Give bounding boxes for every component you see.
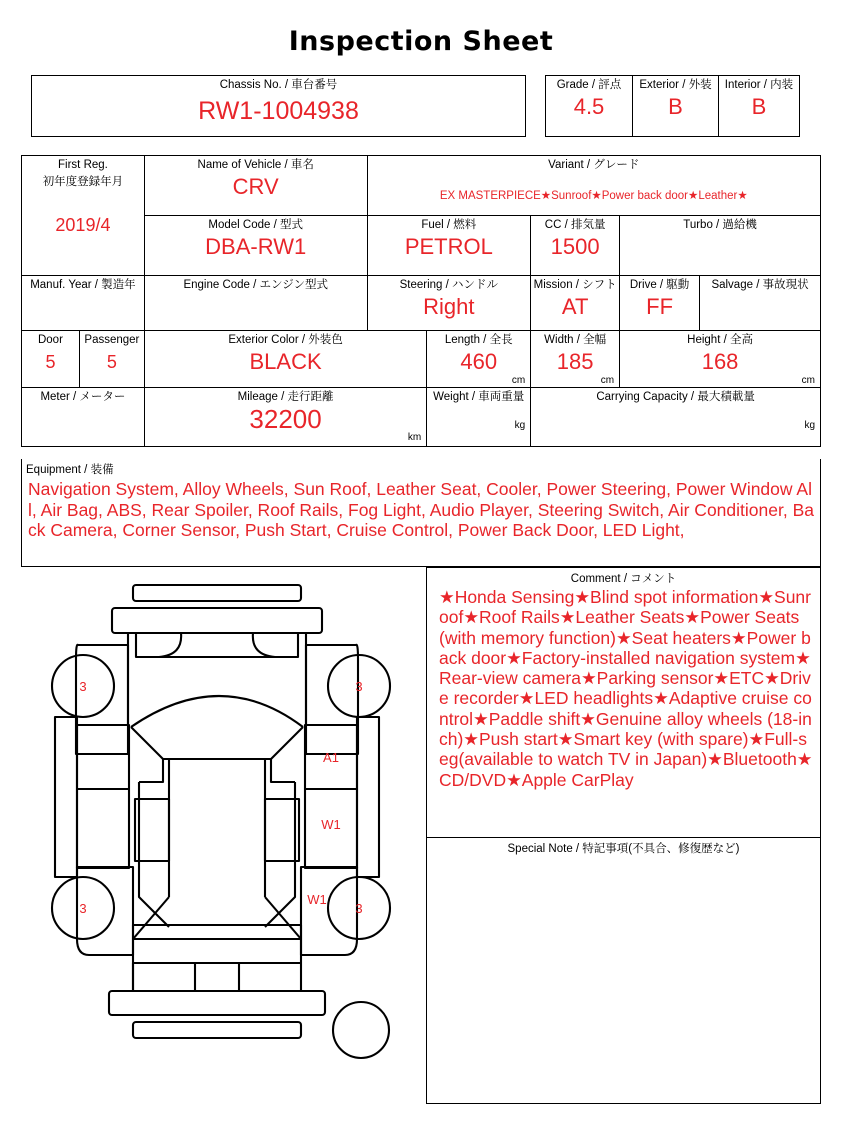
grade-cell [545,75,632,137]
diagram-mark-right-rear-quarter: W1 [307,892,327,907]
diagram-mark-front-left-wheel: 3 [79,679,87,694]
carrying-capacity-unit: kg [804,420,815,431]
comment-and-note-pane [426,567,821,1104]
chassis-number-value: RW1-1004938 [198,97,359,125]
height-value: 168 [701,349,739,374]
spec-row-body [22,331,821,388]
length-value: 460 [460,349,498,374]
car-outline-svg [21,567,426,1104]
variant-label: Variant / グレード [548,159,640,171]
drive-value: FF [646,294,674,319]
chassis-number-label: Chassis No. / 車台番号 [219,79,338,91]
engine-code-value [145,292,367,294]
special-note-section [426,838,821,1104]
model-code-cell [144,216,367,276]
first-reg-value: 2019/4 [55,215,111,235]
turbo-label: Turbo / 過給機 [683,219,757,231]
chassis-number-cell [31,75,526,137]
interior-grade-label: Interior / 内装 [724,79,794,91]
engine-code-cell [144,276,367,331]
steering-label: Steering / ハンドル [399,279,499,291]
first-reg-cell [22,156,145,276]
spec-row-mileage [22,388,821,447]
passenger-label: Passenger [84,334,140,346]
width-unit: cm [600,375,615,386]
length-label: Length / 全長 [444,334,513,346]
manuf-year-label: Manuf. Year / 製造年 [30,279,136,291]
first-reg-label-jp: 初年度登録年月 [42,176,124,188]
fuel-cell [367,216,531,276]
engine-code-label: Engine Code / エンジン型式 [183,279,328,291]
mission-label: Mission / シフト [533,279,617,291]
width-cell [531,331,620,388]
page-title: Inspection Sheet [288,26,554,57]
meter-value [22,404,144,406]
grade-label: Grade / 評点 [556,79,622,91]
spec-row-drivetrain [22,276,821,331]
steering-cell [367,276,531,331]
steering-value: Right [423,294,475,319]
weight-cell [427,388,531,447]
meter-cell [22,388,145,447]
special-note-value [427,856,820,857]
grade-value: 4.5 [573,94,605,119]
drive-cell [620,276,700,331]
exterior-grade-cell [632,75,718,137]
equipment-label: Equipment / 装備 [26,464,114,476]
turbo-value [620,232,820,234]
mileage-label: Mileage / 走行距離 [237,391,334,403]
turbo-cell [620,216,821,276]
exterior-color-label: Exterior Color / 外装色 [228,334,343,346]
mileage-unit: km [407,432,422,443]
diagram-mark-rear-right-wheel: 3 [355,901,363,916]
interior-grade-value: B [751,94,767,119]
chassis-and-grade-row [31,75,811,137]
carrying-capacity-label: Carrying Capacity / 最大積載量 [596,391,755,403]
door-label: Door [37,334,63,346]
weight-unit: kg [514,420,526,431]
diagram-mark-right-front-door: A1 [323,750,339,765]
height-cell [620,331,821,388]
diagram-mark-rear-left-wheel: 3 [79,901,87,916]
name-of-vehicle-cell [144,156,367,216]
manuf-year-value [22,292,144,294]
width-value: 185 [556,349,594,374]
exterior-color-cell [144,331,426,388]
carrying-capacity-cell [531,388,821,447]
spec-row-vehicle [22,156,821,216]
comment-value: ★Honda Sensing★Blind spot information★Sunroof★Roof Rails★Leather Seats★Power Seats (with memory function)★Seat heaters★Power back door★Factory-installed navigation system★Rear-view camera★Parking sensor★ETC★Drive recorder★LED headlights★Adaptive cruise control★Paddle shift★Genuine alloy wheels (18-inch)★Push start★Smart key (with spare)★Full-seg(available to watch TV in Japan)★Bluetooth★CD/DVD★Apple CarPlay [439,587,813,790]
lower-section [21,567,821,1104]
mileage-value: 32200 [249,404,322,434]
grade-group [545,75,800,137]
name-of-vehicle-value: CRV [232,174,279,199]
passenger-value: 5 [106,352,117,372]
drive-label: Drive / 駆動 [629,279,690,291]
passenger-cell [79,331,144,388]
interior-grade-cell [718,75,800,137]
mission-cell [531,276,620,331]
salvage-label: Salvage / 事故現状 [711,279,809,291]
weight-label: Weight / 車両重量 [433,391,525,403]
door-value: 5 [45,352,56,372]
fuel-value: PETROL [404,234,493,259]
variant-value: EX MASTERPIECE★Sunroof★Power back door★Leather★ [439,190,748,202]
cc-cell [531,216,620,276]
mileage-cell [144,388,426,447]
exterior-grade-value: B [668,94,683,119]
door-cell [22,331,80,388]
variant-cell [367,156,821,216]
length-cell [427,331,531,388]
width-label: Width / 全幅 [544,334,607,346]
comment-label: Comment / コメント [570,573,677,585]
cc-label: CC / 排気量 [544,219,606,231]
comment-section [426,567,821,838]
first-reg-label-en: First Reg. [58,159,108,171]
length-unit: cm [511,375,526,386]
fuel-label: Fuel / 燃料 [421,219,477,231]
name-of-vehicle-label: Name of Vehicle / 車名 [197,159,314,171]
salvage-value [700,292,820,294]
exterior-grade-label: Exterior / 外装 [639,79,712,91]
manuf-year-cell [22,276,145,331]
model-code-label: Model Code / 型式 [208,219,303,231]
special-note-label: Special Note / 特記事項(不具合、修復歴など) [507,843,740,855]
specification-table [21,155,821,447]
height-label: Height / 全高 [687,334,753,346]
vehicle-damage-diagram [21,567,426,1104]
salvage-cell [700,276,821,331]
model-code-value: DBA-RW1 [205,234,307,259]
exterior-color-value: BLACK [249,349,322,374]
diagram-mark-front-right-wheel: 3 [355,679,363,694]
equipment-section [21,459,821,567]
height-unit: cm [801,375,815,386]
equipment-value: Navigation System, Alloy Wheels, Sun Roof, Leather Seat, Cooler, Power Steering, Power Window All, Air Bag, ABS, Rear Spoiler, Roof Rails, Fog Light, Audio Player, Steering Switch, Air Conditioner, Back Camera, Corner Sensor, Push Start, Cruise Control, Power Back Door, LED Light, [28,479,814,540]
diagram-mark-right-rear-door: W1 [321,817,341,832]
mission-value: AT [561,294,589,319]
cc-value: 1500 [550,234,600,259]
meter-label: Meter / メーター [40,391,126,403]
